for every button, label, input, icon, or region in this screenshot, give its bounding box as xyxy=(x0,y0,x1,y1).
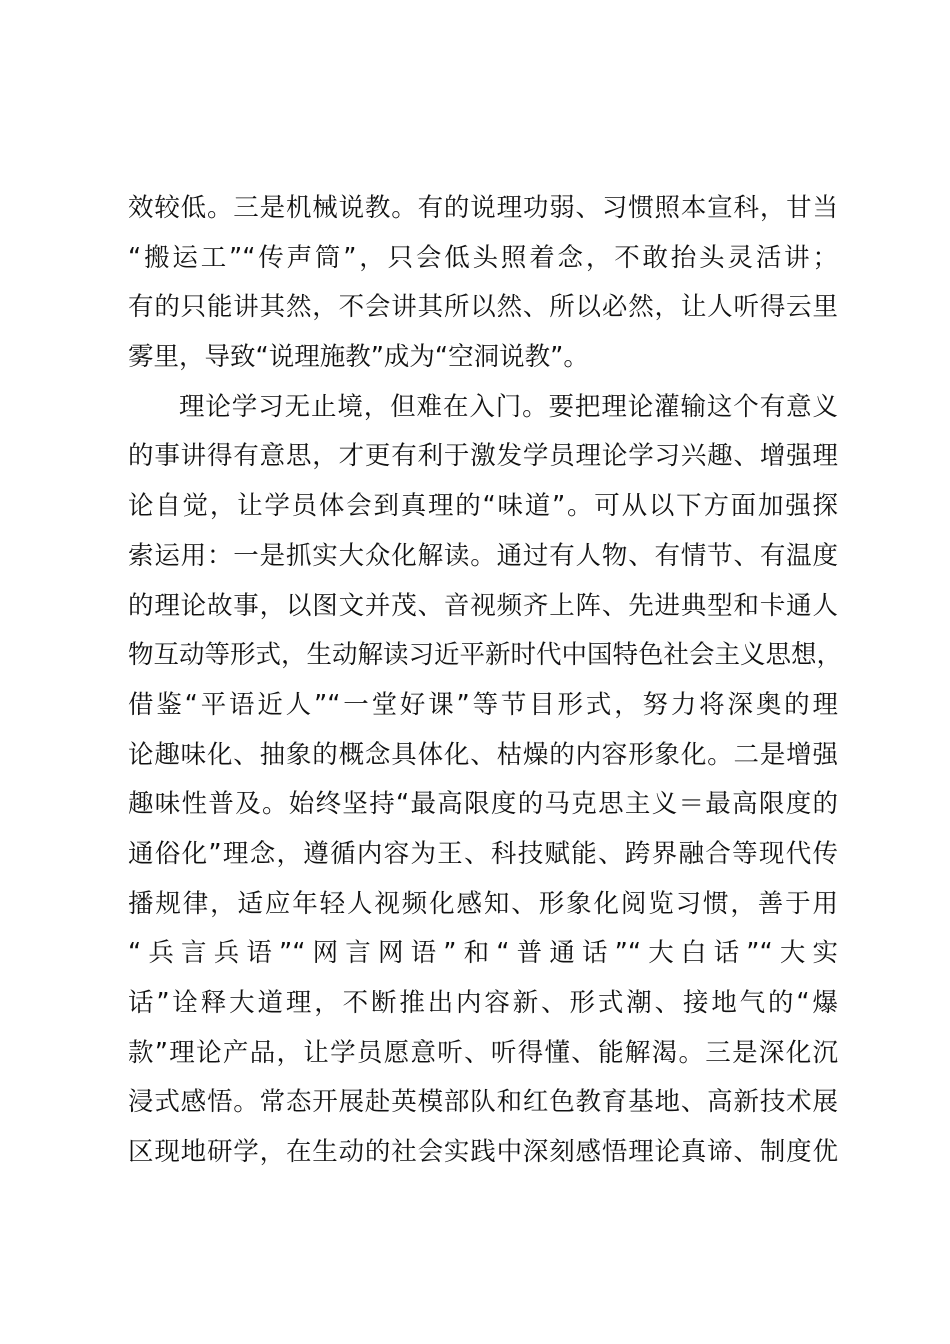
text-line: 借鉴“平语近人”“一堂好课”等节目形式，努力将深奥的理 xyxy=(128,689,838,720)
text-line: 话”诠释大道理，不断推出内容新、形式潮、接地气的“爆 xyxy=(128,988,838,1018)
text-line: 浸式感悟。常态开展赴英模部队和红色教育基地、高新技术展 xyxy=(128,1087,838,1118)
text-line: 论趣味化、抽象的概念具体化、枯燥的内容形象化。二是增强 xyxy=(128,739,838,770)
text-line: 索运用：一是抓实大众化解读。通过有人物、有情节、有温度 xyxy=(128,540,838,571)
paragraph-first-line: 理论学习无止境，但难在入门。要把理论灌输这个有意义 xyxy=(179,391,838,422)
text-line: “搬运工”“传声筒”，只会低头照着念，不敢抬头灵活讲； xyxy=(128,242,838,273)
text-line: 效较低。三是机械说教。有的说理功弱、习惯照本宣科，甘当 xyxy=(128,193,838,223)
text-line: “兵言兵语”“网言网语”和“普通话”“大白话”“大实 xyxy=(128,938,838,969)
text-line: 的事讲得有意思，才更有利于激发学员理论学习兴趣、增强理 xyxy=(128,441,838,472)
text-line: 播规律，适应年轻人视频化感知、形象化阅览习惯，善于用 xyxy=(128,888,838,919)
body-text xyxy=(128,184,843,1178)
text-line: 有的只能讲其然，不会讲其所以然、所以必然，让人听得云里 xyxy=(128,292,838,323)
text-line: 款”理论产品，让学员愿意听、听得懂、能解渴。三是深化沉 xyxy=(128,1037,838,1068)
text-line: 区现地研学，在生动的社会实践中深刻感悟理论真谛、制度优 xyxy=(128,1137,838,1168)
text-line: 趣味性普及。始终坚持“最高限度的马克思主义＝最高限度的 xyxy=(128,789,838,820)
text-line: 论自觉，让学员体会到真理的“味道”。可从以下方面加强探 xyxy=(128,491,838,522)
text-line: 雾里，导致“说理施教”成为“空洞说教”。 xyxy=(128,342,589,373)
text-line: 的理论故事，以图文并茂、音视频齐上阵、先进典型和卡通人 xyxy=(128,590,838,621)
text-line: 通俗化”理念，遵循内容为王、科技赋能、跨界融合等现代传 xyxy=(128,838,838,869)
text-line: 物互动等形式，生动解读习近平新时代中国特色社会主义思想， xyxy=(128,640,843,671)
